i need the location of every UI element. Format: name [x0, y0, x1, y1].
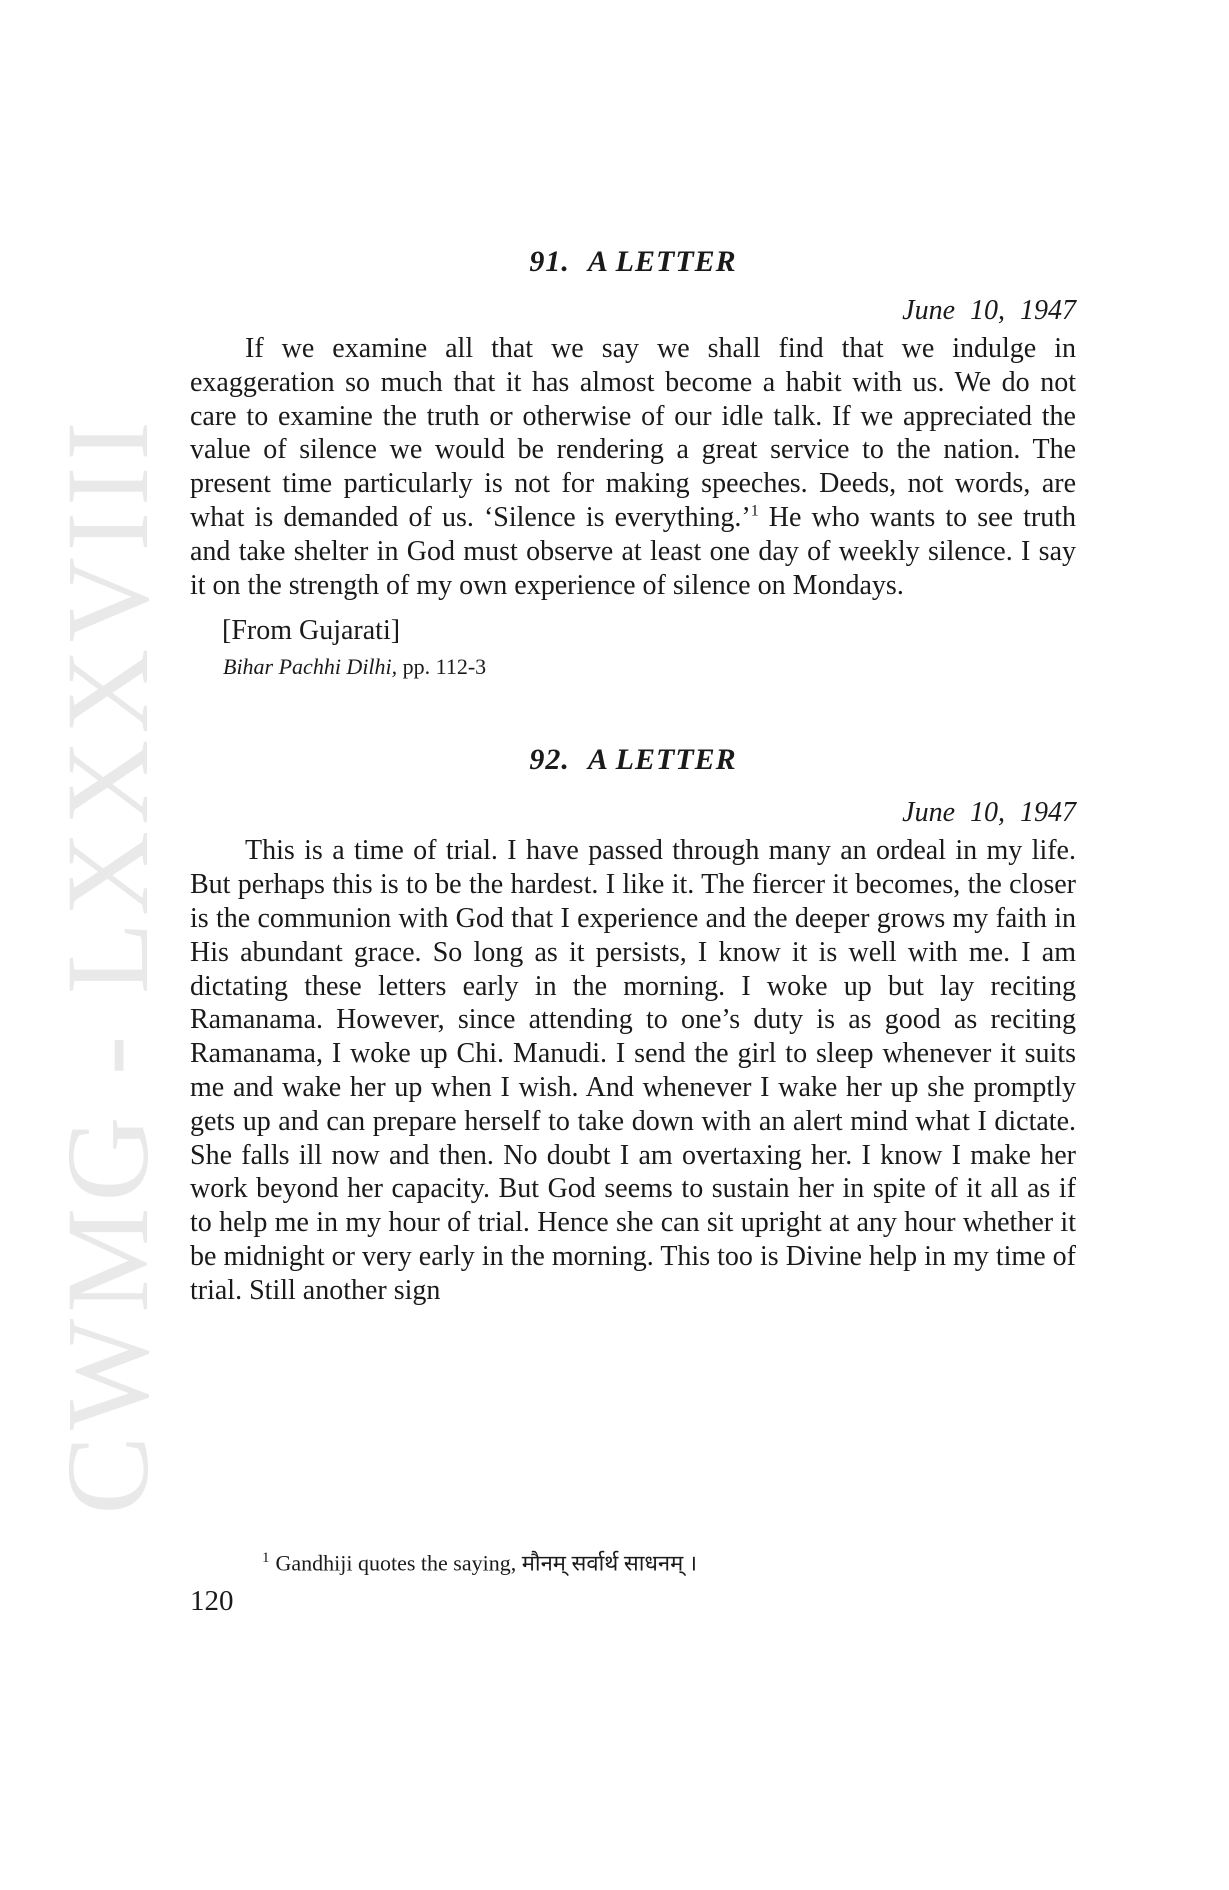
letter-body-text-continued: He who wants to see truth and take shelter in God must observe at least one day of weekly silence. I say it on the strength of my own experience of silence on Mondays.	[190, 501, 1076, 601]
letter-body-text: If we examine all that we say we shall find that we indulge in exaggeration so much that it has almost become a habit with us. We do not care to examine the truth or otherwise of our idle talk. If we appreciated the value of silence we would be rendering a great service to the nation. The present time particularly is not for making speeches. Deeds, not words, are what is demanded of us. ‘Silence is everything.’	[190, 333, 1076, 533]
footnote-reference: 1	[750, 502, 759, 520]
citation	[190, 652, 1076, 682]
citation-title: Bihar Pachhi Dilhi,	[223, 654, 398, 680]
letter-heading	[190, 738, 1076, 782]
watermark: CWMG - LXXXVIII	[42, 415, 173, 1515]
letter-date: June 10, 1947	[902, 797, 1076, 829]
letter-heading	[190, 240, 1076, 284]
letter-91	[190, 240, 1076, 682]
footnote-mark: 1	[262, 1550, 270, 1566]
citation-pages: pp. 112-3	[397, 654, 487, 680]
letter-title: A LETTER	[587, 743, 737, 777]
letter-number: 92.	[529, 743, 570, 777]
footnote-text: Gandhiji quotes the saying, मौनम् सर्वार्थ साधनम् ।	[275, 1550, 698, 1576]
page-content	[190, 240, 1076, 1308]
footnote	[262, 1543, 697, 1578]
page-number: 120	[190, 1585, 234, 1617]
letter-number: 91.	[529, 245, 570, 278]
letter-92	[190, 738, 1076, 1307]
letter-date: June 10, 1947	[902, 295, 1076, 326]
letter-title: A LETTER	[587, 245, 737, 278]
letter-body: This is a time of trial. I have passed through many an ordeal in my life. But perhaps this is to be the hardest. I like it. The fiercer it becomes, the closer is the communion with God that I experience and the deeper grows my faith in His abundant grace. So long as it persists, I know it is well with me. I am dictating these letters early in the morning. I woke up but lay reciting Ramanama. However, since attending to one’s duty is as good as reciting Ramanama, I woke up Chi. Manudi. I send the girl to sleep whenever it suits me and wake her up when I wish. And whenever I wake her up she promptly gets up and can prepare herself to take down with an alert mind what I dictate. She falls ill now and then. No doubt I am overtaxing her. I know I make her work beyond her capacity. But God seems to sustain her in spite of it all as if to help me in my hour of trial. Hence she can sit upright at any hour whether it be midnight or very early in the morning. This too is Divine help in my time of trial. Still another sign	[190, 835, 1076, 1306]
source-note: [From Gujarati]	[222, 615, 401, 647]
letter-body	[190, 332, 1076, 602]
